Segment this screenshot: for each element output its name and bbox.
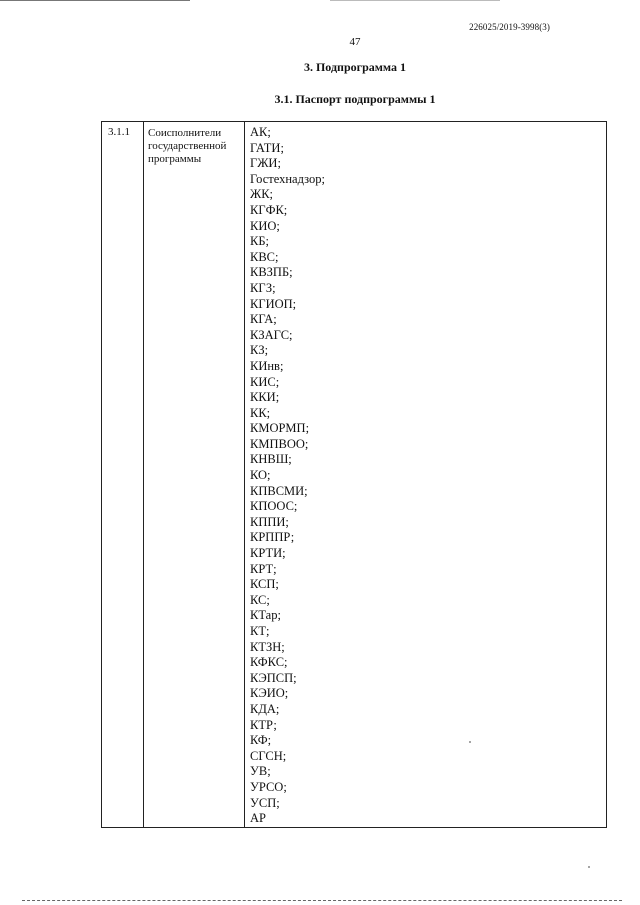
list-item: КДА;: [250, 701, 280, 716]
row-label-line: государственной: [148, 140, 227, 152]
list-item: КНВШ;: [250, 452, 292, 467]
list-item: КСП;: [250, 577, 279, 592]
list-item: КФ;: [250, 733, 272, 748]
list-item: КИО;: [250, 218, 280, 233]
section-title: 3. Подпрограмма 1: [303, 60, 407, 74]
list-item: КЗАГС;: [250, 327, 293, 342]
list-item: КЭПСП;: [250, 670, 297, 685]
list-item: КППИ;: [250, 514, 289, 529]
row-label-line: программы: [148, 153, 202, 165]
scan-edge-line: [0, 0, 190, 1]
list-item: УСП;: [250, 795, 280, 810]
list-item: КС;: [250, 592, 270, 607]
list-item: КВС;: [250, 249, 279, 264]
list-item: ЖК;: [250, 187, 274, 202]
list-item: КРТ;: [250, 561, 277, 576]
list-item: Гостехнадзор;: [250, 171, 325, 186]
list-item: КБ;: [250, 234, 269, 249]
table-row: [102, 122, 607, 828]
scan-speck: [588, 866, 590, 868]
document-code: 226025/2019-3998(3): [469, 22, 550, 32]
passport-table: [101, 121, 607, 828]
scan-speck: [469, 741, 471, 743]
list-item: КТР;: [250, 717, 277, 732]
list-item: ККИ;: [250, 390, 280, 405]
list-item: КРТИ;: [250, 546, 286, 561]
list-item: КО;: [250, 468, 271, 483]
list-item: КРППР;: [250, 530, 295, 545]
row-label-cell: [144, 122, 245, 828]
list-item: АК;: [250, 125, 271, 139]
list-item: КГЗ;: [250, 280, 276, 295]
list-item: КИС;: [250, 374, 280, 389]
list-item: КВЗПБ;: [250, 265, 293, 280]
list-item: КТ;: [250, 624, 270, 638]
scan-edge-line: [330, 0, 500, 1]
list-item: КГА;: [250, 312, 277, 327]
list-item: КПООС;: [250, 499, 298, 514]
list-item: КГФК;: [250, 202, 288, 217]
list-item: СГСН;: [250, 748, 287, 763]
list-item: КТар;: [250, 608, 281, 623]
scan-bottom-edge: [22, 900, 622, 903]
list-item: УРСО;: [250, 779, 287, 794]
list-item: КЭИО;: [250, 686, 289, 701]
row-label-line: Соисполнители: [148, 127, 222, 139]
page-number: 47: [349, 36, 361, 48]
row-number: 3.1.1: [108, 126, 130, 138]
list-item: КМПВОО;: [250, 436, 309, 451]
list-item: КИнв;: [250, 358, 284, 373]
section-subtitle: 3.1. Паспорт подпрограммы 1: [274, 92, 436, 106]
list-item: КФКС;: [250, 655, 288, 670]
co-executors-list: [245, 122, 607, 828]
list-item: КГИОП;: [250, 296, 297, 311]
list-item: ГЖИ;: [250, 156, 281, 171]
list-item: КТЗН;: [250, 639, 285, 654]
list-item: ГАТИ;: [250, 140, 284, 155]
row-number-cell: [102, 122, 144, 828]
list-item: КМОРМП;: [250, 421, 310, 436]
list-item: КПВСМИ;: [250, 483, 308, 498]
list-item: УВ;: [250, 764, 271, 779]
list-item: АР: [250, 811, 266, 826]
list-item: КК;: [250, 405, 271, 420]
list-item: КЗ;: [250, 343, 269, 358]
